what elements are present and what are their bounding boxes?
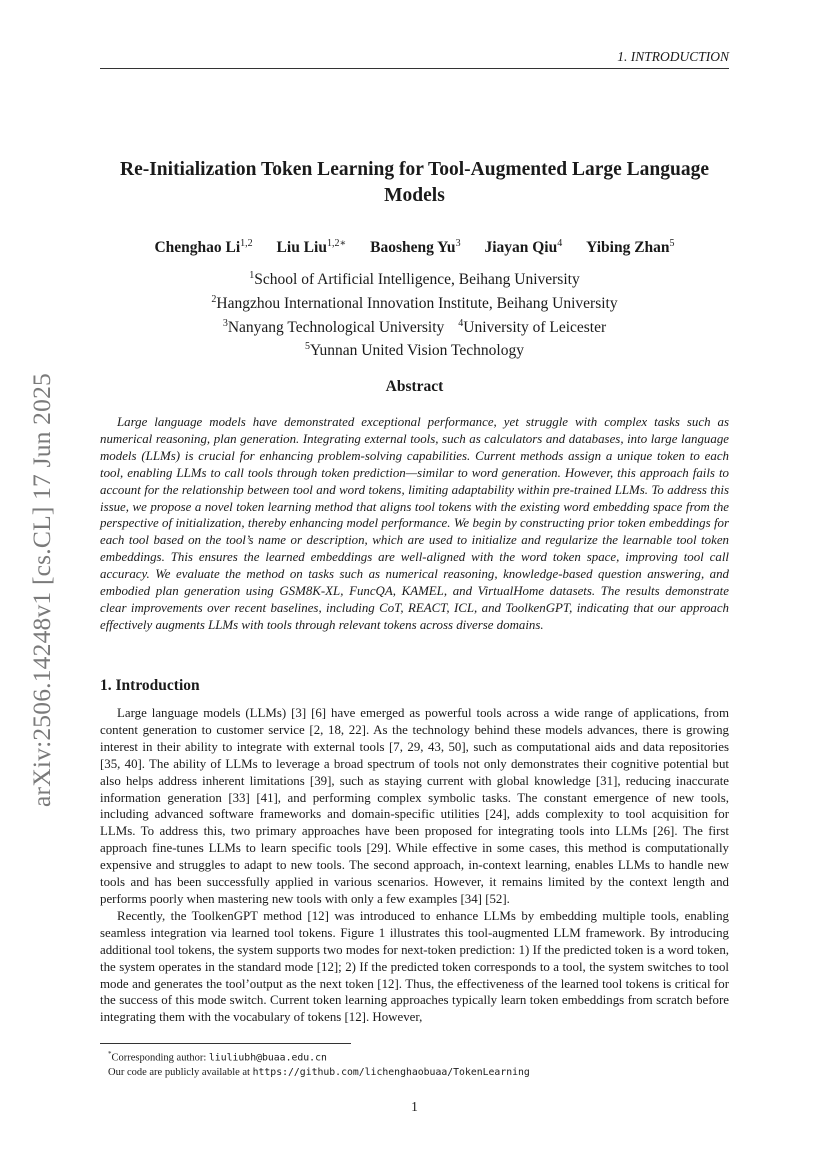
affiliation-list xyxy=(100,266,729,361)
abstract-text: Large language models have demonstrated exceptional performance, yet struggle with complex tasks such as numerical reasoning, plan generation. Integrating external tools, such as calculators and databases, into large language models (LLMs) is crucial for enhancing problem-solving capabilities. Current methods assign a unique token to each tool, enabling LLMs to call tools through token prediction—similar to word generation. However, this approach fails to account for the relationship between tool and word tokens, limiting adaptability within pre-trained LLMs. To address this issue, we propose a novel token learning method that aligns tool tokens with the existing word embedding space from the perspective of initialization, thereby enhancing model performance. We begin by constructing prior token embeddings for each tool based on the tool’s name or description, which are used to initialize and regularize the learnable tool token embeddings. This ensures the learned embeddings are well-aligned with the word token space, improving tool call accuracy. We evaluate the method on tasks such as numerical reasoning, knowledge-based question answering, and embodied plan generation using GSM8K-XL, FuncQA, KAMEL, and VirtualHome datasets. The results demonstrate clear improvements over recent baselines, including CoT, REACT, ICL, and ToolkenGPT, indicating that our approach effectively augments LLMs with tools through relevant tokens across diverse domains. xyxy=(100,415,729,632)
page-number: 1 xyxy=(411,1099,418,1114)
author: Liu Liu$^{1,2∗}$ xyxy=(276,238,347,257)
code-url-link[interactable]: https://github.com/lichenghaobuaa/TokenLearning xyxy=(252,1066,530,1078)
author: Jiayan Qiu$^4$ xyxy=(484,238,563,257)
author: Baosheng Yu$^3$ xyxy=(370,238,461,257)
author: Yibing Zhan$^5$ xyxy=(586,238,675,257)
introduction-body xyxy=(100,705,729,1026)
email-link[interactable]: liuliubh@buaa.edu.cn xyxy=(208,1052,327,1064)
paragraph: Recently, the ToolkenGPT method [12] was introduced to enhance LLMs by embedding multiple tools, enabling seamless integration via learned tool tokens. Figure 1 illustrates this tool-augmented LLM framework. By introducing additional tool tokens, the system supports two modes for next-token prediction: 1) If the predicted token is a word token, the system operates in the standard mode [12]; 2) If the predicted token corresponds to a tool, the system switches to tool mode and generates the tool’output as the next token [12]. Thus, the effectiveness of the learned tool tokens is critical for the success of this mode switch. Current token learning approaches typically learn token embeddings from scratch before integrating them with the vocabulary of tokens [12]. However, xyxy=(100,908,729,1025)
code-availability-footnote: Our code are publicly available at https://github.com/lichenghaobuaa/TokenLearning xyxy=(108,1066,530,1078)
abstract-heading: Abstract xyxy=(385,378,444,395)
affiliation: $^1$School of Artificial Intelligence, Beihang University xyxy=(249,270,580,289)
affiliation-row: $^3$Nanyang Technological University $^4$University of Leicester xyxy=(222,317,607,336)
paragraph: Large language models (LLMs) [3] [6] have emerged as powerful tools across a wide range of applications, from content generation to customer service [2, 18, 22]. As the technology behind these models advances, there is growing interest in their ability to integrate with external tools [7, 29, 43, 50], such as computational aids and data repositories [35, 40]. The ability of LLMs to leverage a broad spectrum of tools not only demonstrates their cognitive potential but also helps address inherent limitations [39], such as staying current with global knowledge [31], reducing inaccurate information generation [33] [41], and performing complex symbolic tasks. The constant emergence of new tools, including advanced software frameworks and domain-specific utilities [24], adds complexity to tool acquisition for LLMs. To address this, two primary approaches have been proposed for integrating tools into LLMs [26]. The first approach fine-tunes LLMs to learn specific tools [29]. While effective in some cases, this method is computationally expensive and struggles to adapt to new tools. The second approach, in-context learning, enables LLMs to handle new tools and has been successfully applied in various scenarios. However, it remains limited by the context length and performs poorly when mastering new tools with only a few examples [34] [52]. xyxy=(100,706,729,906)
footnote-divider xyxy=(100,1043,351,1044)
section-heading-introduction: 1. Introduction xyxy=(100,677,200,694)
corresponding-author-footnote: *Corresponding author: liuliubh@buaa.edu.cn xyxy=(108,1050,327,1064)
affiliation: $^5$Yunnan United Vision Technology xyxy=(305,341,524,360)
author-list xyxy=(100,238,729,257)
paper-title: Re-Initialization Token Learning for Tool-Augmented Large Language Models xyxy=(119,159,710,206)
running-header: 1. INTRODUCTION xyxy=(100,49,729,69)
affiliation: $^2$Hangzhou International Innovation Institute, Beihang University xyxy=(211,293,618,312)
footnotes xyxy=(108,1047,728,1080)
arxiv-identifier-stamp: arXiv:2506.14248v1 [cs.CL] 17 Jun 2025 xyxy=(27,373,56,807)
author: Chenghao Li$^{1,2}$ xyxy=(154,238,253,257)
